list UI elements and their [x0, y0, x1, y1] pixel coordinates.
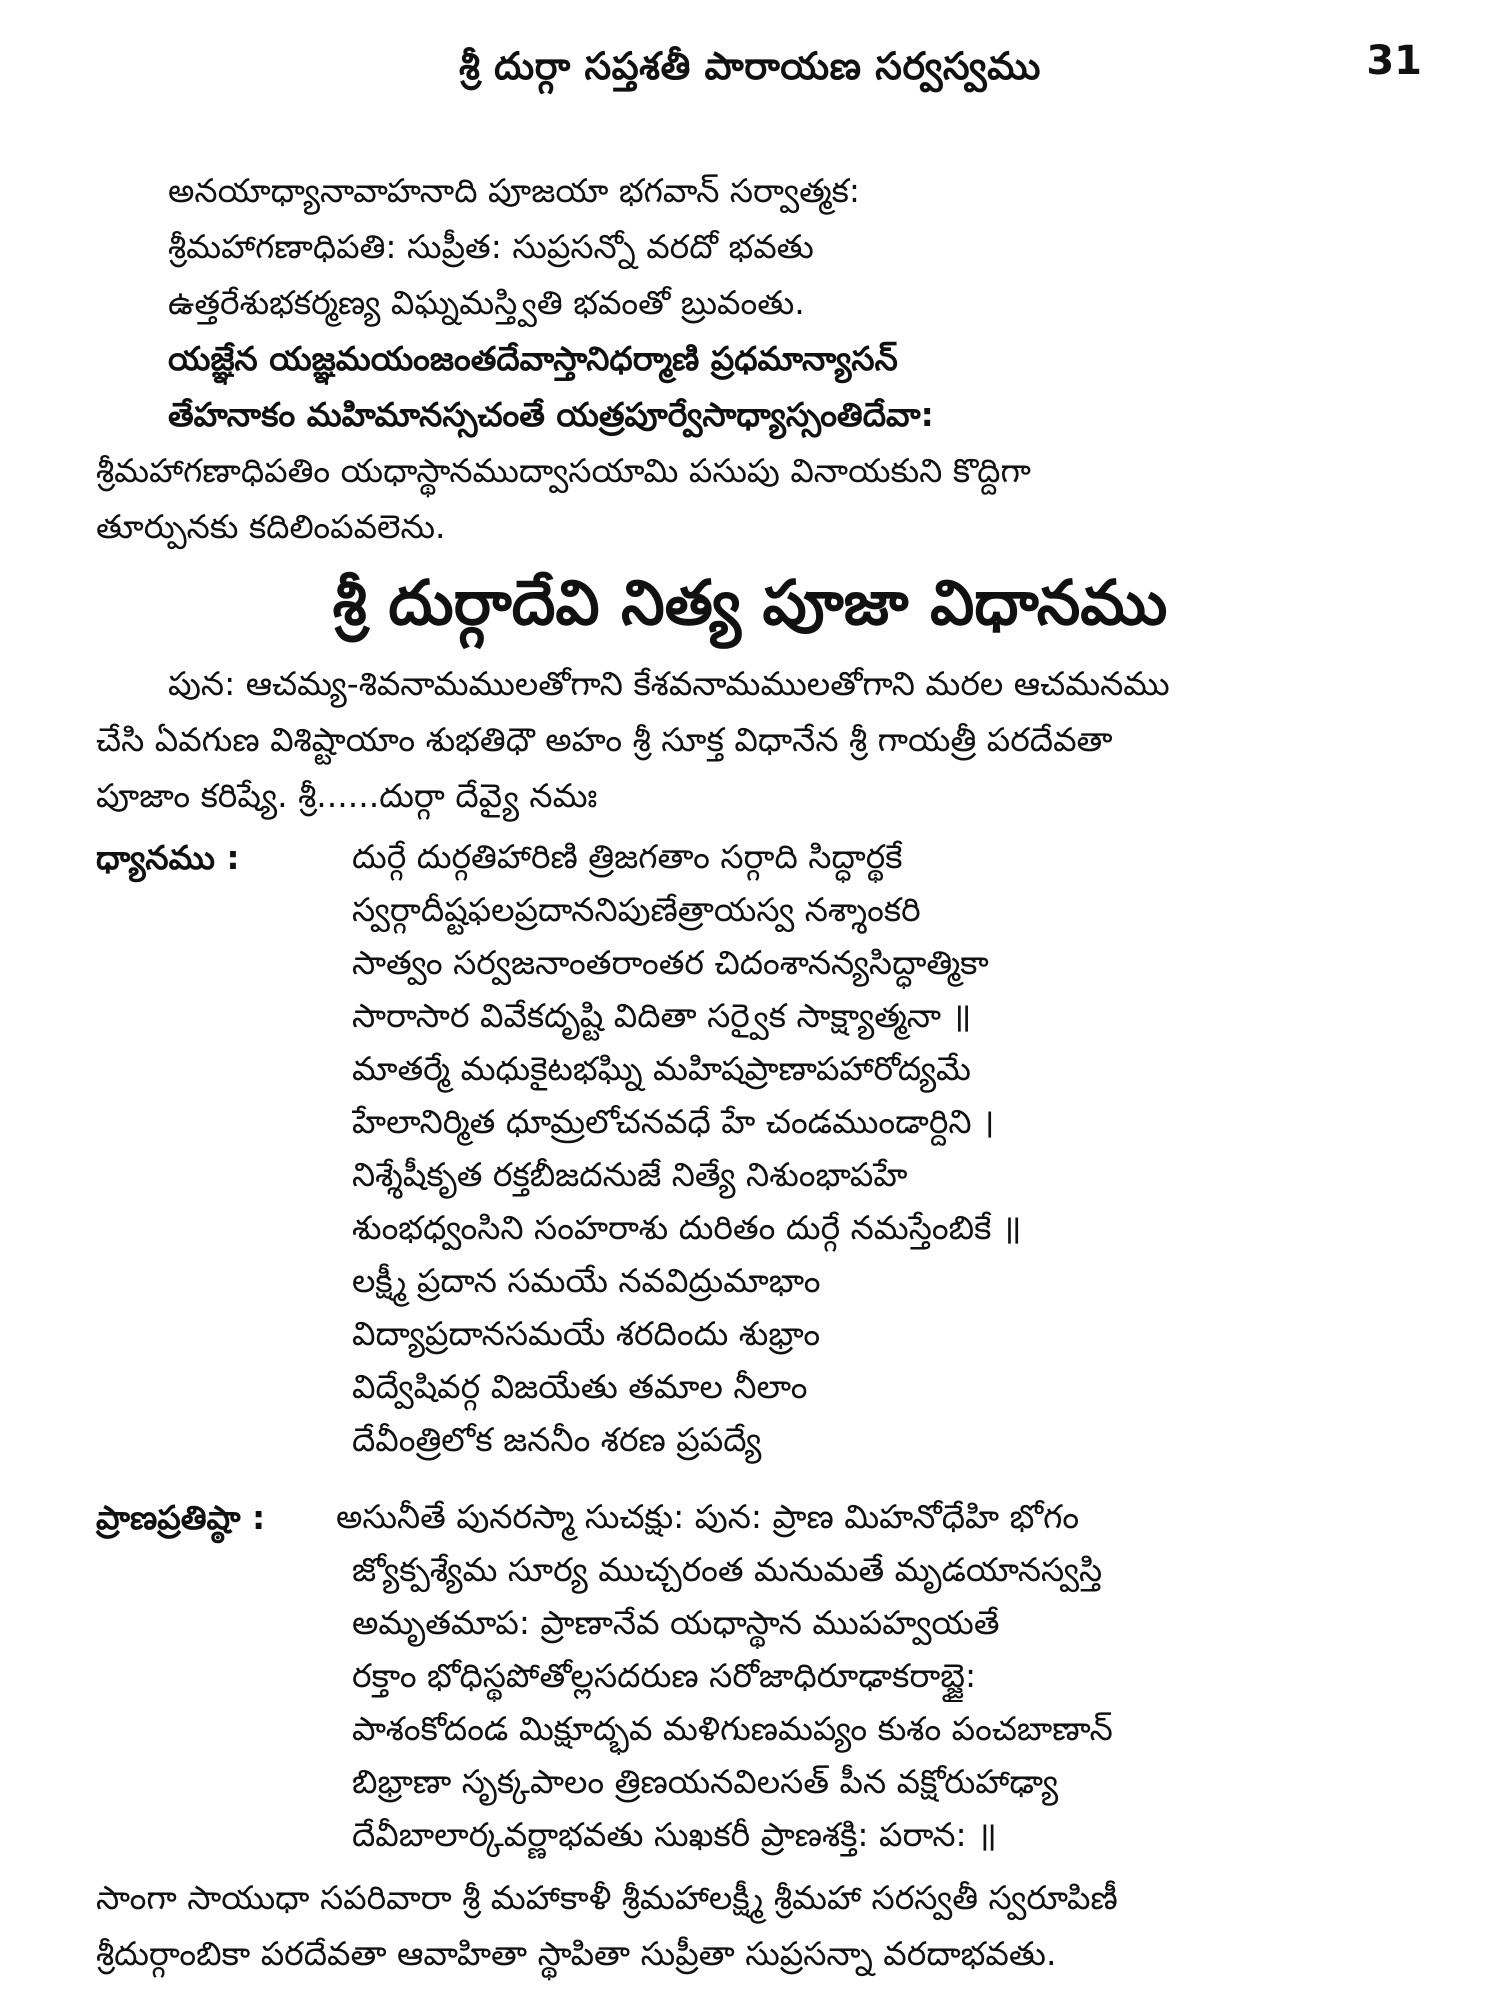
verse-line: సారాసార వివేకదృష్టి విదితా సర్వైక సాక్ష్యాత్మనా ॥ — [352, 996, 972, 1035]
pranapratishta-verses — [336, 1490, 1113, 1861]
paragraph-line: పున: ఆచమ్య-శివనామములతోగాని కేశవనామములతోగాని మరల ఆచమనము — [168, 664, 1170, 703]
verse-line: మాతర్మే మధుకైటభఘ్ని మహిషప్రాణాపహారోద్యమే — [352, 1049, 971, 1088]
dhyanam-label: ధ్యానము : — [96, 838, 240, 877]
intro-verses — [0, 163, 1500, 555]
running-title: శ్రీ దుర్గా సప్తశతీ పారాయణ సర్వస్వము — [459, 44, 1041, 88]
verse-line: జ్యోక్పశ్యేమ సూర్య ముచ్చరంత మనుమతే మృడయానస్వస్తి — [352, 1550, 1103, 1589]
intro-line: తేహనాకం మహిమానస్సచంతే యత్రపూర్వేసాధ్యాస్సంతిదేవా: — [168, 395, 934, 434]
ending-line: సాంగా సాయుధా సపరివారా శ్రీ మహాకాళీ శ్రీమహాలక్ష్మీ శ్రీమహా సరస్వతీ స్వరూపిణీ — [96, 1878, 1118, 1917]
intro-line: అనయాధ్యానావాహనాది పూజయా భగవాన్ సర్వాత్మక: — [168, 171, 860, 210]
verse-line: దేవీంత్రిలోక జననీం శరణ ప్రపద్యే — [352, 1420, 762, 1459]
verse-line: సాత్వం సర్వజనాంతరాంతర చిదంశానన్యసిద్ధాత్మికా — [352, 943, 989, 982]
paragraph-line: చేసి ఏవగుణ విశిష్టాయాం శుభతిధౌ అహం శ్రీ సూక్త విధానేన శ్రీ గాయత్రీ పరదేవతా — [96, 720, 1113, 759]
verse-line: అసునీతే పునరస్మా సుచక్షు: పున: ప్రాణ మిహనోధేహి భోగం — [336, 1497, 1080, 1536]
pranapratishta-label: ప్రాణప్రతిష్ఠా : — [96, 1498, 266, 1537]
paragraph-line: పూజాం కరిష్యే. శ్రీ......దుర్గా దేవ్యై నమః — [96, 776, 598, 815]
section-heading: శ్రీ దుర్గాదేవి నిత్య పూజా విధానము — [332, 566, 1168, 639]
intro-line: యజ్ఞేన యజ్ఞమయంజంతదేవాస్తానిధర్మాణి ప్రధమాన్యాసన్ — [168, 339, 898, 378]
verse-line: రక్తాం భోధిస్థపోతోల్లసదరుణ సరోజాధిరూఢాకరాబ్జై: — [352, 1656, 977, 1695]
ending-paragraph — [0, 1870, 1500, 1982]
verse-line: పాశంకోదండ మిక్షూద్భవ మళిగుణమప్యం కుశం పంచబాణాన్ — [352, 1709, 1113, 1748]
intro-closing-line: తూర్పునకు కదిలింపవలెను. — [96, 507, 446, 546]
ending-line: శ్రీదుర్గాంబికా పరదేవతా ఆవాహితా స్థాపితా సుప్రీతా సుప్రసన్నా వరదాభవతు. — [96, 1934, 1057, 1973]
intro-line: ఉత్తరేశుభకర్మణ్య విఘ్నమస్త్వితి భవంతో బ్రువంతు. — [168, 283, 805, 322]
verse-line: దుర్గే దుర్గతిహారిణి త్రిజగతాం సర్గాది సిద్ధార్థకే — [352, 837, 903, 876]
verse-line: విద్యాప్రదానసమయే శరదిందు శుభ్రాం — [352, 1314, 821, 1353]
verse-line: బిభ్రాణా సృక్కపాలం త్రిణయనవిలసత్ పీన వక్షోరుహాఢ్యా — [352, 1762, 1059, 1801]
verse-line: అమృతమాప: ప్రాణానేవ యధాస్థాన ముపహ్వయతే — [352, 1603, 1000, 1642]
verse-line: విద్వేషివర్గ విజయేతు తమాల నీలాం — [352, 1367, 808, 1406]
verse-line: శుంభధ్వంసిని సంహరాశు దురితం దుర్గే నమస్తేంబికే ॥ — [352, 1208, 1022, 1247]
section-paragraph — [0, 656, 1500, 824]
dhyanam-verses — [352, 830, 1022, 1466]
verse-line: దేవీబాలార్కవర్ణాభవతు సుఖకరీ ప్రాణశక్తి: పరాన: ॥ — [352, 1815, 997, 1854]
verse-line: హేలానిర్మిత ధూమ్రలోచనవధే హే చండముండార్దిని । — [352, 1102, 995, 1141]
page-number: 31 — [1366, 38, 1422, 84]
intro-closing-line: శ్రీమహాగణాధిపతిం యధాస్థానముద్వాసయామి పసుపు వినాయకుని కొద్దిగా — [96, 451, 1031, 490]
verse-line: నిశ్శేషీకృత రక్తబీజదనుజే నిత్యే నిశుంభాపహే — [352, 1155, 908, 1194]
intro-line: శ్రీమహాగణాధిపతి: సుప్రీత: సుప్రసన్నో వరదో భవతు — [168, 227, 814, 266]
verse-line: లక్ష్మీ ప్రదాన సమయే నవవిద్రుమాభాం — [352, 1261, 821, 1300]
verse-line: స్వర్గాదీష్టఫలప్రదాననిపుణేత్రాయస్వ నశ్శాంకరి — [352, 890, 921, 929]
